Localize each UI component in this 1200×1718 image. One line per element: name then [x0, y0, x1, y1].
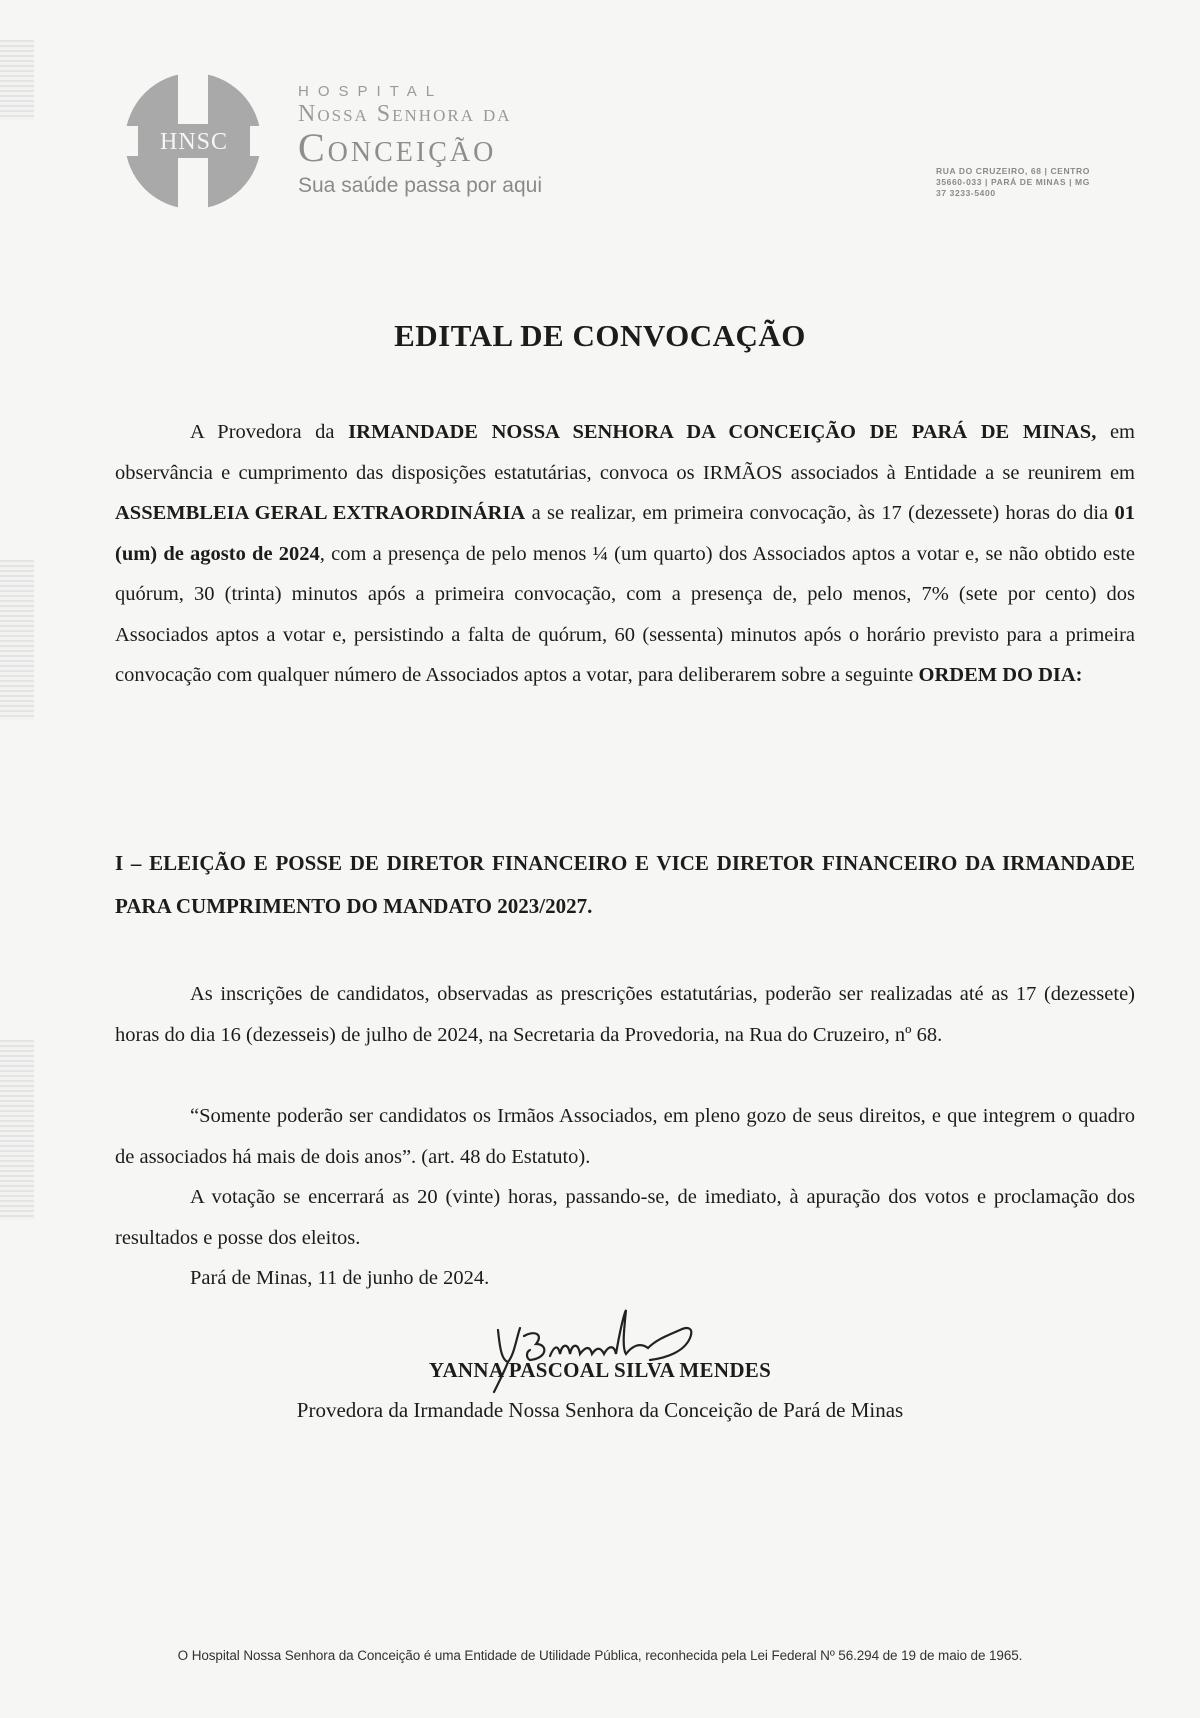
address-block — [936, 166, 1156, 199]
intro-paragraph — [115, 412, 1135, 696]
registration-paragraph: As inscrições de candidatos, observadas as prescrições estatutárias, poderão ser realizadas até as 17 (dezessete) horas do dia 16 (dezesseis) de julho de 2024, na Secretaria da Provedoria, na Rua do Cruzeiro, nº 68. — [115, 983, 1135, 1046]
address-line2: 35660-033 | PARÁ DE MINAS | MG — [936, 177, 1090, 187]
intro-text-4: , com a presença de pelo menos ¼ (um quarto) dos Associados aptos a votar e, se não obtido este quórum, 30 (trinta) minutos após a primeira convocação, com a presença de, pelo menos, 7% (sete por cento) dos Associados aptos a votar e, persistindo a falta de quórum, 60 (sessenta) minutos após o horário previsto para a primeira convocação com qualquer número de Associados aptos a votar, para deliberarem sobre a seguinte — [115, 542, 1135, 686]
signatory-name: YANNA PASCOAL SILVA MENDES — [428, 1358, 772, 1382]
letterhead — [118, 66, 1118, 226]
handwritten-signature-icon — [490, 1300, 730, 1400]
intro-text-3: a se realizar, em primeira convocação, às 17 (dezessete) horas do dia — [525, 502, 1115, 524]
intro-bold-4: ORDEM DO DIA: — [918, 664, 1083, 686]
scan-edge-mid — [0, 560, 34, 720]
intro-text-1: A Provedora da — [190, 421, 349, 443]
intro-text-2: em observância e cumprimento das disposições estatutárias, convoca os IRMÃOS associados à Entidade a se reunirem em — [115, 421, 1135, 484]
intro-bold-2: ASSEMBLEIA GERAL EXTRAORDINÁRIA — [115, 502, 526, 524]
address-line1: RUA DO CRUZEIRO, 68 | CENTRO — [936, 166, 1090, 176]
logo-line2: Nossa Senhora da — [298, 101, 512, 127]
quote-paragraph: “Somente poderão ser candidatos os Irmãos Associados, em pleno gozo de seus direitos, e que integrem o quadro de associados há mais de dois anos”. (art. 48 do Estatuto). — [115, 1105, 1135, 1168]
signatory-role: Provedora da Irmandade Nossa Senhora da Conceição de Pará de Minas — [296, 1398, 904, 1422]
place-date: Pará de Minas, 11 de junho de 2024. — [190, 1267, 490, 1289]
agenda-item: I – ELEIÇÃO E POSSE DE DIRETOR FINANCEIRO E VICE DIRETOR FINANCEIRO DA IRMANDADE PARA CUMPRIMENTO DO MANDATO 2023/2027. — [115, 851, 1135, 918]
logo-monogram: HNSC — [159, 129, 229, 155]
intro-bold-3: 01 (um) de agosto de 2024 — [115, 502, 1135, 565]
logo-tagline: Sua saúde passa por aqui — [298, 174, 543, 197]
intro-bold-1: IRMANDADE NOSSA SENHORA DA CONCEIÇÃO DE PARÁ DE MINAS, — [348, 421, 1097, 443]
scan-edge-top — [0, 40, 34, 120]
logo-line3: Conceição — [298, 125, 497, 170]
hospital-cross-logo-icon — [118, 66, 268, 216]
voting-paragraph: A votação se encerrará as 20 (vinte) horas, passando-se, de imediato, à apuração dos votos e proclamação dos resultados e posse dos eleitos. — [115, 1186, 1135, 1249]
logo-line1: HOSPITAL — [298, 83, 444, 100]
footer-note: O Hospital Nossa Senhora da Conceição é uma Entidade de Utilidade Pública, reconhecida pela Lei Federal Nº 56.294 de 19 de maio de 1965. — [177, 1648, 1023, 1663]
scan-edge-low — [0, 1040, 34, 1220]
address-line3: 37 3233-5400 — [936, 188, 996, 198]
document-title: EDITAL DE CONVOCAÇÃO — [394, 318, 806, 353]
logo-wordmark — [298, 84, 542, 200]
